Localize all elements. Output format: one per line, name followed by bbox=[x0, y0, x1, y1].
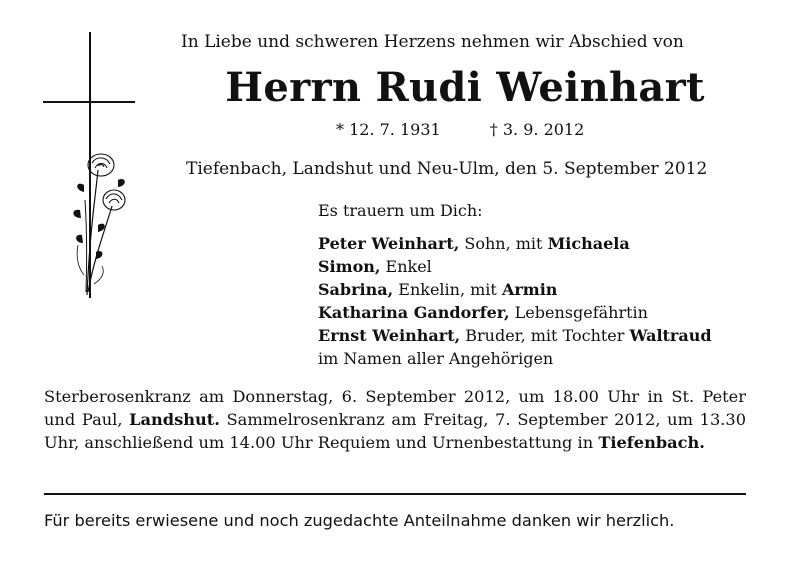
mourner-line bbox=[318, 255, 712, 278]
mourner-name: Sabrina, bbox=[318, 280, 394, 299]
intro-text: In Liebe und schweren Herzens nehmen wir Abschied von bbox=[181, 32, 684, 52]
thanks-text: Für bereits erwiesene und noch zugedachte Anteilnahme danken wir herzlich. bbox=[44, 511, 675, 530]
funeral-text: Sterberosenkranz am Donnerstag, 6. September 2012, um 18.00 Uhr in St. Peter und Paul, bbox=[44, 387, 746, 429]
mourner-name: Simon, bbox=[318, 257, 381, 276]
cross-with-roses-icon bbox=[40, 30, 140, 300]
life-dates bbox=[336, 119, 584, 141]
mourners-heading: Es trauern um Dich: bbox=[318, 201, 483, 220]
place-date: Tiefenbach, Landshut und Neu-Ulm, den 5. September 2012 bbox=[186, 159, 708, 179]
funeral-text: Sammelrosenkranz am Freitag, 7. September 2012, um 13.30 Uhr, anschließend um 14.00 Uhr Requiem und Urnenbestattung in bbox=[44, 410, 746, 452]
mourner-name: Armin bbox=[501, 280, 558, 299]
mourner-line bbox=[318, 301, 712, 324]
deceased-name: Herrn Rudi Weinhart bbox=[225, 64, 705, 111]
mourner-name: Michaela bbox=[547, 234, 630, 253]
mourner-name: Ernst Weinhart, bbox=[318, 326, 461, 345]
birth-date: * 12. 7. 1931 bbox=[336, 120, 441, 139]
mourner-relation: Sohn, mit bbox=[459, 234, 548, 253]
mourner-name: Peter Weinhart, bbox=[318, 234, 460, 253]
mourner-relation: Bruder, mit Tochter bbox=[460, 326, 630, 345]
mourner-relation: Enkelin, mit bbox=[393, 280, 502, 299]
mourner-line bbox=[318, 324, 712, 347]
mourners-list bbox=[318, 232, 712, 370]
mourner-name: Waltraud bbox=[629, 326, 712, 345]
mourner-line bbox=[318, 232, 712, 255]
death-date: † 3. 9. 2012 bbox=[489, 120, 585, 139]
mourner-line bbox=[318, 347, 712, 370]
divider bbox=[44, 493, 746, 495]
mourner-relation: Lebensgefährtin bbox=[509, 303, 648, 322]
mourner-relation: im Namen aller Angehörigen bbox=[318, 349, 554, 368]
funeral-details bbox=[44, 385, 746, 454]
funeral-place: Landshut. bbox=[129, 410, 220, 429]
mourner-relation: Enkel bbox=[380, 257, 432, 276]
funeral-place: Tiefenbach. bbox=[598, 433, 705, 452]
mourner-name: Katharina Gandorfer, bbox=[318, 303, 510, 322]
mourner-line bbox=[318, 278, 712, 301]
